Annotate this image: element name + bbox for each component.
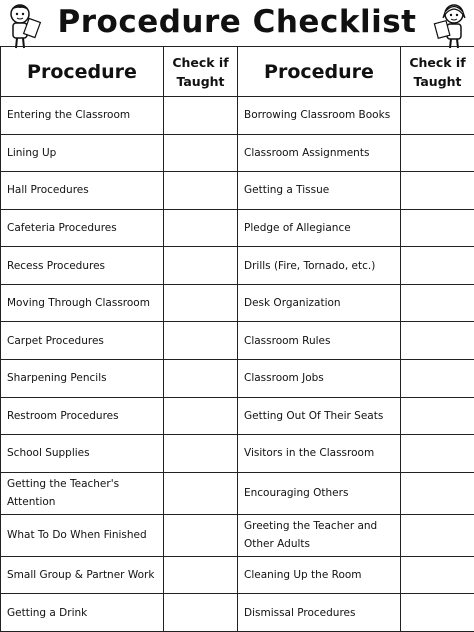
- procedure-cell-left: Recess Procedures: [1, 247, 164, 285]
- table-row: [1, 360, 474, 398]
- check-cell-left[interactable]: [164, 397, 238, 435]
- procedure-cell-left: Moving Through Classroom: [1, 284, 164, 322]
- table-row: [1, 134, 474, 172]
- check-cell-right[interactable]: [401, 209, 474, 247]
- check-cell-right[interactable]: [401, 322, 474, 360]
- header-row: [1, 47, 474, 97]
- procedure-cell-left: Restroom Procedures: [1, 397, 164, 435]
- check-cell-left[interactable]: [164, 172, 238, 210]
- check-cell-right[interactable]: [401, 435, 474, 473]
- procedure-cell-left: Entering the Classroom: [1, 97, 164, 135]
- procedure-cell-right: Dismissal Procedures: [238, 594, 401, 632]
- procedure-cell-right: Classroom Jobs: [238, 360, 401, 398]
- procedure-table: [0, 46, 474, 632]
- procedure-cell-right: Visitors in the Classroom: [238, 435, 401, 473]
- check-cell-right[interactable]: [401, 514, 474, 556]
- procedure-header-left: Procedure: [1, 47, 164, 97]
- check-cell-right[interactable]: [401, 360, 474, 398]
- table-row: [1, 397, 474, 435]
- procedure-cell-left: Sharpening Pencils: [1, 360, 164, 398]
- check-header-right: [401, 47, 474, 97]
- table-row: [1, 247, 474, 285]
- check-cell-right[interactable]: [401, 472, 474, 514]
- table-row: [1, 322, 474, 360]
- procedure-cell-right: Pledge of Allegiance: [238, 209, 401, 247]
- procedure-cell-right: Classroom Rules: [238, 322, 401, 360]
- procedure-cell-right: Cleaning Up the Room: [238, 556, 401, 594]
- check-cell-left[interactable]: [164, 247, 238, 285]
- check-cell-right[interactable]: [401, 594, 474, 632]
- check-header-left-line1: Check if: [172, 54, 229, 70]
- check-cell-right[interactable]: [401, 397, 474, 435]
- check-cell-right[interactable]: [401, 284, 474, 322]
- table-row: [1, 172, 474, 210]
- procedure-cell-right: Encouraging Others: [238, 472, 401, 514]
- check-cell-left[interactable]: [164, 556, 238, 594]
- procedure-cell-left: Getting a Drink: [1, 594, 164, 632]
- table-row: [1, 435, 474, 473]
- check-header-right-line1: Check if: [409, 54, 466, 70]
- check-cell-left[interactable]: [164, 284, 238, 322]
- check-header-left-line2: Taught: [176, 73, 225, 89]
- table-row: [1, 556, 474, 594]
- procedure-cell-left: Hall Procedures: [1, 172, 164, 210]
- procedure-cell-left: What To Do When Finished: [1, 514, 164, 556]
- check-cell-right[interactable]: [401, 172, 474, 210]
- check-cell-left[interactable]: [164, 209, 238, 247]
- check-cell-left[interactable]: [164, 435, 238, 473]
- check-cell-left[interactable]: [164, 360, 238, 398]
- procedure-cell-right: Greeting the Teacher and Other Adults: [238, 514, 401, 556]
- check-cell-left[interactable]: [164, 97, 238, 135]
- page-title: Procedure Checklist: [57, 4, 417, 40]
- procedure-cell-left: Getting the Teacher's Attention: [1, 472, 164, 514]
- check-cell-right[interactable]: [401, 134, 474, 172]
- table-row: [1, 284, 474, 322]
- procedure-cell-right: Classroom Assignments: [238, 134, 401, 172]
- procedure-cell-left: Small Group & Partner Work: [1, 556, 164, 594]
- procedure-cell-right: Desk Organization: [238, 284, 401, 322]
- check-cell-right[interactable]: [401, 247, 474, 285]
- student-clipart-right: [432, 0, 472, 50]
- procedure-cell-right: Borrowing Classroom Books: [238, 97, 401, 135]
- procedure-cell-left: Carpet Procedures: [1, 322, 164, 360]
- table-row: [1, 594, 474, 632]
- check-cell-right[interactable]: [401, 556, 474, 594]
- check-cell-left[interactable]: [164, 472, 238, 514]
- procedure-cell-right: Getting a Tissue: [238, 172, 401, 210]
- procedure-header-right: Procedure: [238, 47, 401, 97]
- check-header-right-line2: Taught: [413, 73, 462, 89]
- procedure-cell-left: Cafeteria Procedures: [1, 209, 164, 247]
- check-cell-right[interactable]: [401, 97, 474, 135]
- procedure-cell-right: Drills (Fire, Tornado, etc.): [238, 247, 401, 285]
- procedure-cell-right: Getting Out Of Their Seats: [238, 397, 401, 435]
- check-cell-left[interactable]: [164, 514, 238, 556]
- check-cell-left[interactable]: [164, 594, 238, 632]
- table-row: [1, 514, 474, 556]
- table-row: [1, 209, 474, 247]
- procedure-cell-left: School Supplies: [1, 435, 164, 473]
- check-cell-left[interactable]: [164, 134, 238, 172]
- table-row: [1, 472, 474, 514]
- check-header-left: [164, 47, 238, 97]
- table-row: [1, 97, 474, 135]
- procedure-cell-left: Lining Up: [1, 134, 164, 172]
- check-cell-left[interactable]: [164, 322, 238, 360]
